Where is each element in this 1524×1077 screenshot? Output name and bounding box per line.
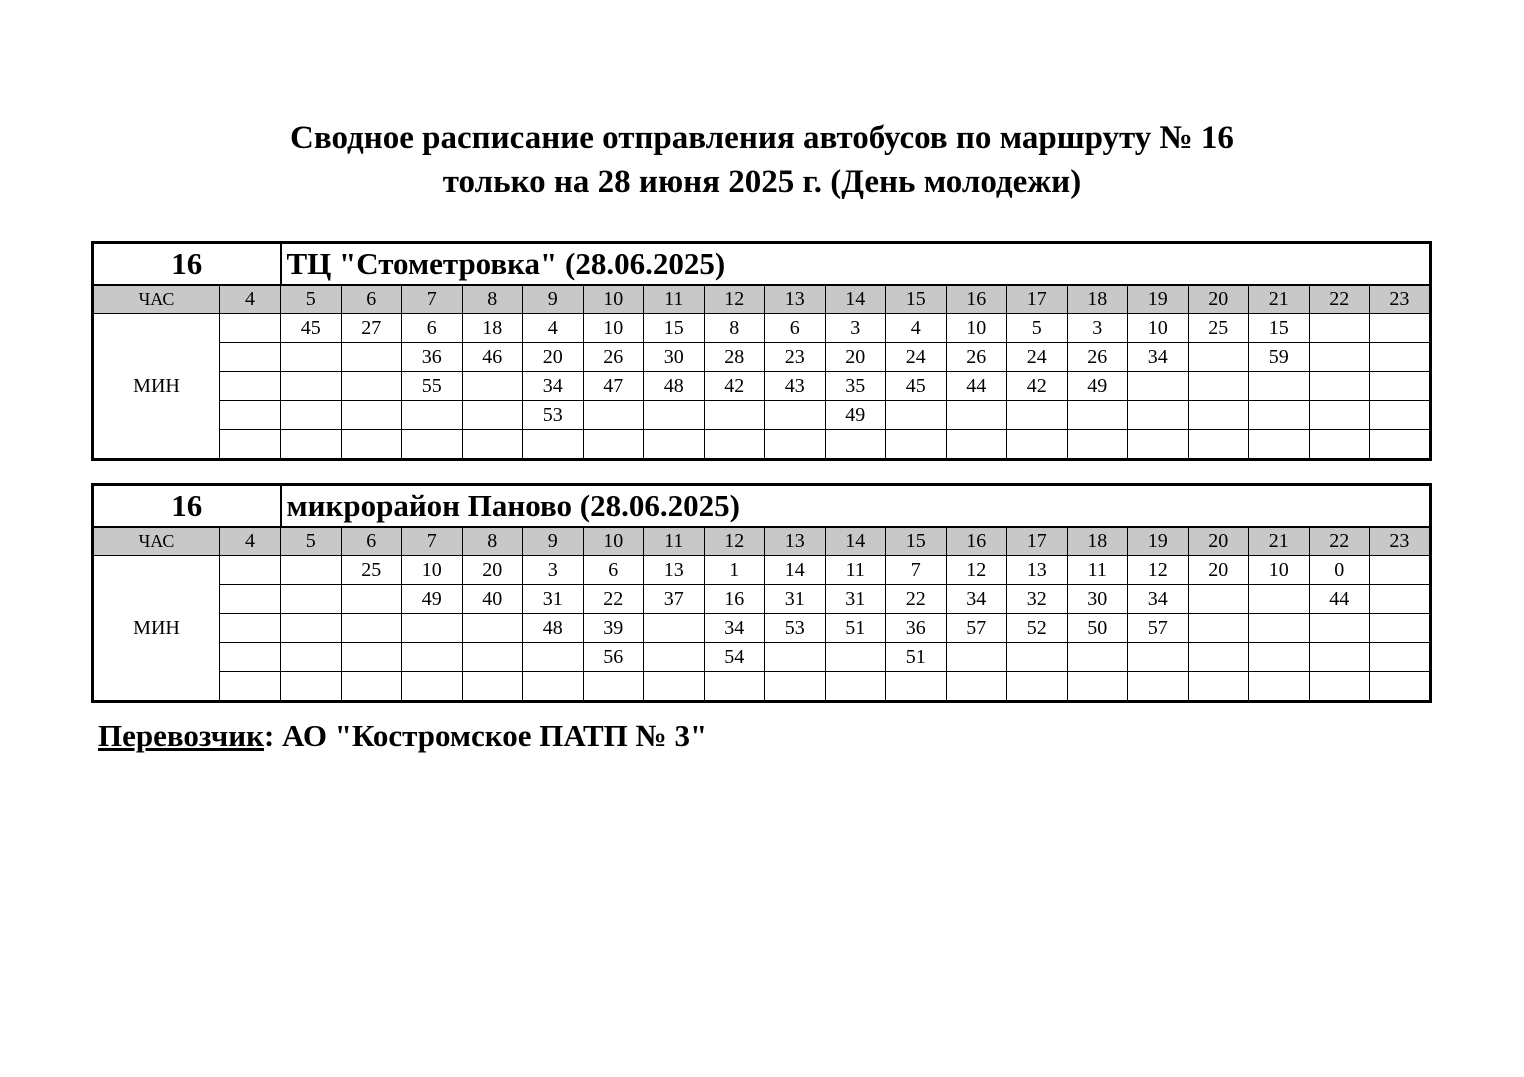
schedule-header: [93, 243, 1431, 286]
minute-cell: 47: [583, 372, 644, 401]
minute-cell: [462, 430, 523, 460]
hour-cell: 8: [462, 285, 523, 314]
minute-cell: 34: [704, 614, 765, 643]
minute-cell: 30: [1067, 585, 1128, 614]
minute-cell: 36: [886, 614, 947, 643]
minute-cell: 10: [946, 314, 1007, 343]
route-number: 16: [93, 485, 281, 528]
minute-cell: 25: [1188, 314, 1249, 343]
hour-cell: 9: [523, 527, 584, 556]
minute-cell: 34: [946, 585, 1007, 614]
minute-cell: [886, 430, 947, 460]
minute-cell: [402, 430, 463, 460]
minute-cell: [341, 430, 402, 460]
minute-cell: 0: [1309, 556, 1370, 585]
minute-cell: [1067, 430, 1128, 460]
hour-cell: 4: [220, 285, 281, 314]
minute-cell: [946, 401, 1007, 430]
minutes-row: [93, 372, 1431, 401]
minute-cell: 4: [886, 314, 947, 343]
hour-cell: 13: [765, 285, 826, 314]
minute-cell: 23: [765, 343, 826, 372]
minute-cell: [1309, 343, 1370, 372]
minute-cell: 43: [765, 372, 826, 401]
minute-label: МИН: [93, 556, 220, 702]
schedule-table-stometrovka: [91, 241, 1432, 461]
minute-cell: [1309, 672, 1370, 702]
minute-cell: 32: [1007, 585, 1068, 614]
hour-cell: 16: [946, 527, 1007, 556]
minute-cell: [1188, 672, 1249, 702]
minute-cell: 51: [886, 643, 947, 672]
minute-cell: 46: [462, 343, 523, 372]
minute-cell: [220, 372, 281, 401]
minutes-row: [93, 556, 1431, 585]
hour-cell: 15: [886, 285, 947, 314]
minute-cell: 53: [523, 401, 584, 430]
minute-cell: [644, 401, 705, 430]
minute-cell: [1188, 585, 1249, 614]
hour-cell: 7: [402, 527, 463, 556]
minute-cell: [341, 401, 402, 430]
minute-cell: [281, 585, 342, 614]
minute-cell: 3: [825, 314, 886, 343]
schedule-table-panovo: [91, 483, 1432, 703]
minute-cell: 16: [704, 585, 765, 614]
minute-cell: 22: [886, 585, 947, 614]
minute-cell: 50: [1067, 614, 1128, 643]
minute-cell: [1188, 430, 1249, 460]
minute-cell: [1007, 401, 1068, 430]
minute-cell: [644, 614, 705, 643]
minute-cell: [462, 643, 523, 672]
hour-cell: 14: [825, 527, 886, 556]
minute-cell: 54: [704, 643, 765, 672]
minute-cell: [1128, 401, 1189, 430]
minute-cell: 31: [765, 585, 826, 614]
schedule-header: [93, 485, 1431, 528]
minute-cell: [341, 643, 402, 672]
minute-cell: 6: [765, 314, 826, 343]
minute-cell: 53: [765, 614, 826, 643]
minute-cell: 15: [644, 314, 705, 343]
minute-cell: [946, 672, 1007, 702]
minute-cell: 57: [946, 614, 1007, 643]
minute-cell: [220, 314, 281, 343]
minute-cell: [402, 614, 463, 643]
minute-cell: 25: [341, 556, 402, 585]
minute-cell: [1007, 643, 1068, 672]
minute-cell: [523, 672, 584, 702]
hour-cell: 22: [1309, 285, 1370, 314]
minute-cell: [220, 401, 281, 430]
hour-cell: 21: [1249, 285, 1310, 314]
minute-cell: 24: [1007, 343, 1068, 372]
carrier-name: АО "Костромское ПАТП № 3": [274, 718, 708, 753]
minute-cell: 13: [1007, 556, 1068, 585]
minute-cell: 3: [1067, 314, 1128, 343]
minute-cell: 20: [523, 343, 584, 372]
hour-cell: 23: [1370, 527, 1431, 556]
minute-cell: [281, 372, 342, 401]
minute-cell: 45: [886, 372, 947, 401]
minute-cell: 6: [402, 314, 463, 343]
minute-cell: 51: [825, 614, 886, 643]
minute-cell: 10: [1249, 556, 1310, 585]
minute-cell: [1370, 614, 1431, 643]
hour-cell: 9: [523, 285, 584, 314]
minute-cell: 30: [644, 343, 705, 372]
minute-cell: [462, 401, 523, 430]
minute-cell: [1249, 614, 1310, 643]
minute-cell: [1370, 372, 1431, 401]
minute-cell: [1067, 672, 1128, 702]
minute-cell: [1188, 401, 1249, 430]
minute-cell: [1128, 372, 1189, 401]
minute-cell: 1: [704, 556, 765, 585]
minute-cell: [1370, 343, 1431, 372]
minute-cell: [341, 343, 402, 372]
minute-cell: 11: [1067, 556, 1128, 585]
minute-cell: 11: [825, 556, 886, 585]
minute-cell: [1249, 585, 1310, 614]
hours-row: [93, 527, 1431, 556]
hour-cell: 12: [704, 527, 765, 556]
minute-cell: 6: [583, 556, 644, 585]
minute-cell: 44: [946, 372, 1007, 401]
minutes-row: [93, 430, 1431, 460]
hour-cell: 11: [644, 285, 705, 314]
minute-cell: [1249, 672, 1310, 702]
minute-cell: [1007, 672, 1068, 702]
minute-cell: 31: [825, 585, 886, 614]
minute-cell: 49: [825, 401, 886, 430]
minute-cell: [220, 643, 281, 672]
minute-cell: [1370, 314, 1431, 343]
hour-cell: 14: [825, 285, 886, 314]
minute-cell: 31: [523, 585, 584, 614]
minute-cell: [341, 614, 402, 643]
hours-row: [93, 285, 1431, 314]
minute-cell: 10: [402, 556, 463, 585]
minute-cell: [281, 401, 342, 430]
minute-cell: 57: [1128, 614, 1189, 643]
minute-cell: 37: [644, 585, 705, 614]
route-number: 16: [93, 243, 281, 286]
minutes-row: [93, 643, 1431, 672]
minute-cell: [1370, 672, 1431, 702]
minute-cell: [341, 585, 402, 614]
minute-cell: 14: [765, 556, 826, 585]
hour-cell: 5: [281, 527, 342, 556]
minute-cell: [341, 372, 402, 401]
minute-cell: 48: [523, 614, 584, 643]
minute-cell: 27: [341, 314, 402, 343]
minute-cell: [886, 401, 947, 430]
minute-cell: 35: [825, 372, 886, 401]
minute-cell: 42: [1007, 372, 1068, 401]
minute-cell: [281, 614, 342, 643]
minute-cell: 34: [1128, 585, 1189, 614]
minute-cell: [1067, 643, 1128, 672]
minute-cell: 24: [886, 343, 947, 372]
minute-cell: 18: [462, 314, 523, 343]
minute-cell: [1249, 643, 1310, 672]
minute-cell: [946, 430, 1007, 460]
minute-cell: 10: [1128, 314, 1189, 343]
minute-cell: [1188, 343, 1249, 372]
title-line-2: только на 28 июня 2025 г. (День молодежи): [442, 164, 1082, 200]
minute-cell: [704, 401, 765, 430]
minute-cell: 4: [523, 314, 584, 343]
minute-cell: [644, 643, 705, 672]
minute-cell: 7: [886, 556, 947, 585]
carrier-separator: :: [263, 718, 275, 753]
minute-cell: 44: [1309, 585, 1370, 614]
minute-cell: 42: [704, 372, 765, 401]
minute-cell: 39: [583, 614, 644, 643]
minute-cell: [1309, 614, 1370, 643]
hour-cell: 15: [886, 527, 947, 556]
minute-cell: [765, 430, 826, 460]
minute-cell: 52: [1007, 614, 1068, 643]
minute-cell: [1309, 372, 1370, 401]
minute-cell: [1370, 556, 1431, 585]
minute-cell: 3: [523, 556, 584, 585]
minute-cell: [1249, 401, 1310, 430]
minute-cell: 40: [462, 585, 523, 614]
minute-cell: 15: [1249, 314, 1310, 343]
minute-cell: 28: [704, 343, 765, 372]
minute-cell: 20: [1188, 556, 1249, 585]
minute-cell: [1249, 430, 1310, 460]
minute-cell: [462, 614, 523, 643]
minute-cell: [281, 343, 342, 372]
minute-cell: 22: [583, 585, 644, 614]
hour-cell: 23: [1370, 285, 1431, 314]
minute-cell: [402, 401, 463, 430]
hour-label: ЧАС: [93, 527, 220, 556]
minute-cell: [1128, 430, 1189, 460]
minute-cell: [220, 672, 281, 702]
minutes-row: [93, 401, 1431, 430]
hour-cell: 13: [765, 527, 826, 556]
hour-cell: 19: [1128, 527, 1189, 556]
minute-cell: [704, 430, 765, 460]
minute-cell: [1370, 430, 1431, 460]
minute-cell: [1007, 430, 1068, 460]
minute-cell: [765, 401, 826, 430]
minute-cell: [220, 556, 281, 585]
title-line-1: Сводное расписание отправления автобусов по маршруту № 16: [290, 120, 1234, 156]
carrier-line: [98, 716, 707, 756]
minute-cell: [220, 343, 281, 372]
stop-name: ТЦ "Стометровка" (28.06.2025): [281, 243, 1431, 286]
minute-cell: 56: [583, 643, 644, 672]
minute-cell: [886, 672, 947, 702]
minute-cell: [765, 672, 826, 702]
minute-cell: [1309, 430, 1370, 460]
minute-cell: 36: [402, 343, 463, 372]
minute-cell: [1370, 401, 1431, 430]
hour-cell: 17: [1007, 285, 1068, 314]
minute-cell: [704, 672, 765, 702]
minute-cell: 12: [1128, 556, 1189, 585]
hour-cell: 12: [704, 285, 765, 314]
minute-cell: [281, 672, 342, 702]
hour-cell: 20: [1188, 285, 1249, 314]
minute-cell: 12: [946, 556, 1007, 585]
minute-cell: 55: [402, 372, 463, 401]
hour-cell: 6: [341, 527, 402, 556]
minute-cell: [1188, 372, 1249, 401]
minute-cell: [583, 430, 644, 460]
hour-label: ЧАС: [93, 285, 220, 314]
minute-cell: [1067, 401, 1128, 430]
minute-cell: [220, 430, 281, 460]
hour-cell: 8: [462, 527, 523, 556]
document-title: [0, 116, 1524, 204]
minute-cell: [281, 556, 342, 585]
minutes-row: [93, 672, 1431, 702]
minute-cell: 49: [1067, 372, 1128, 401]
minute-cell: [1188, 614, 1249, 643]
hour-cell: 16: [946, 285, 1007, 314]
minute-cell: [402, 672, 463, 702]
minute-cell: 20: [825, 343, 886, 372]
minute-cell: [220, 585, 281, 614]
minute-cell: 10: [583, 314, 644, 343]
hour-cell: 18: [1067, 285, 1128, 314]
minute-cell: [281, 430, 342, 460]
minutes-row: [93, 314, 1431, 343]
minute-cell: [1309, 401, 1370, 430]
minute-cell: [583, 672, 644, 702]
minute-cell: 34: [1128, 343, 1189, 372]
minute-cell: 20: [462, 556, 523, 585]
hour-cell: 19: [1128, 285, 1189, 314]
minute-cell: [1370, 585, 1431, 614]
hour-cell: 6: [341, 285, 402, 314]
minute-cell: [946, 643, 1007, 672]
hour-cell: 4: [220, 527, 281, 556]
minutes-row: [93, 585, 1431, 614]
minute-cell: 34: [523, 372, 584, 401]
hour-cell: 18: [1067, 527, 1128, 556]
minute-cell: [825, 430, 886, 460]
minute-cell: [1370, 643, 1431, 672]
minute-label: МИН: [93, 314, 220, 460]
minute-cell: [462, 672, 523, 702]
hour-cell: 17: [1007, 527, 1068, 556]
minute-cell: [462, 372, 523, 401]
hour-cell: 10: [583, 285, 644, 314]
minute-cell: 59: [1249, 343, 1310, 372]
minutes-row: [93, 343, 1431, 372]
minute-cell: [281, 643, 342, 672]
minute-cell: [402, 643, 463, 672]
minute-cell: [220, 614, 281, 643]
minute-cell: 26: [583, 343, 644, 372]
minute-cell: [1249, 372, 1310, 401]
minute-cell: [1128, 672, 1189, 702]
hour-cell: 10: [583, 527, 644, 556]
minute-cell: 26: [946, 343, 1007, 372]
minute-cell: [1188, 643, 1249, 672]
stop-name: микрорайон Паново (28.06.2025): [281, 485, 1431, 528]
minute-cell: [341, 672, 402, 702]
minute-cell: [1309, 643, 1370, 672]
hour-cell: 5: [281, 285, 342, 314]
minute-cell: [644, 672, 705, 702]
hour-cell: 21: [1249, 527, 1310, 556]
hour-cell: 11: [644, 527, 705, 556]
minute-cell: 13: [644, 556, 705, 585]
minute-cell: [644, 430, 705, 460]
minute-cell: 5: [1007, 314, 1068, 343]
minute-cell: [1309, 314, 1370, 343]
minute-cell: 26: [1067, 343, 1128, 372]
minute-cell: [523, 643, 584, 672]
minute-cell: [1128, 643, 1189, 672]
carrier-label: Перевозчик: [98, 718, 264, 753]
minute-cell: 49: [402, 585, 463, 614]
minute-cell: [825, 672, 886, 702]
minute-cell: [523, 430, 584, 460]
minute-cell: 45: [281, 314, 342, 343]
minute-cell: 8: [704, 314, 765, 343]
hour-cell: 22: [1309, 527, 1370, 556]
hour-cell: 7: [402, 285, 463, 314]
minute-cell: 48: [644, 372, 705, 401]
minutes-row: [93, 614, 1431, 643]
minute-cell: [765, 643, 826, 672]
minute-cell: [583, 401, 644, 430]
minute-cell: [825, 643, 886, 672]
hour-cell: 20: [1188, 527, 1249, 556]
